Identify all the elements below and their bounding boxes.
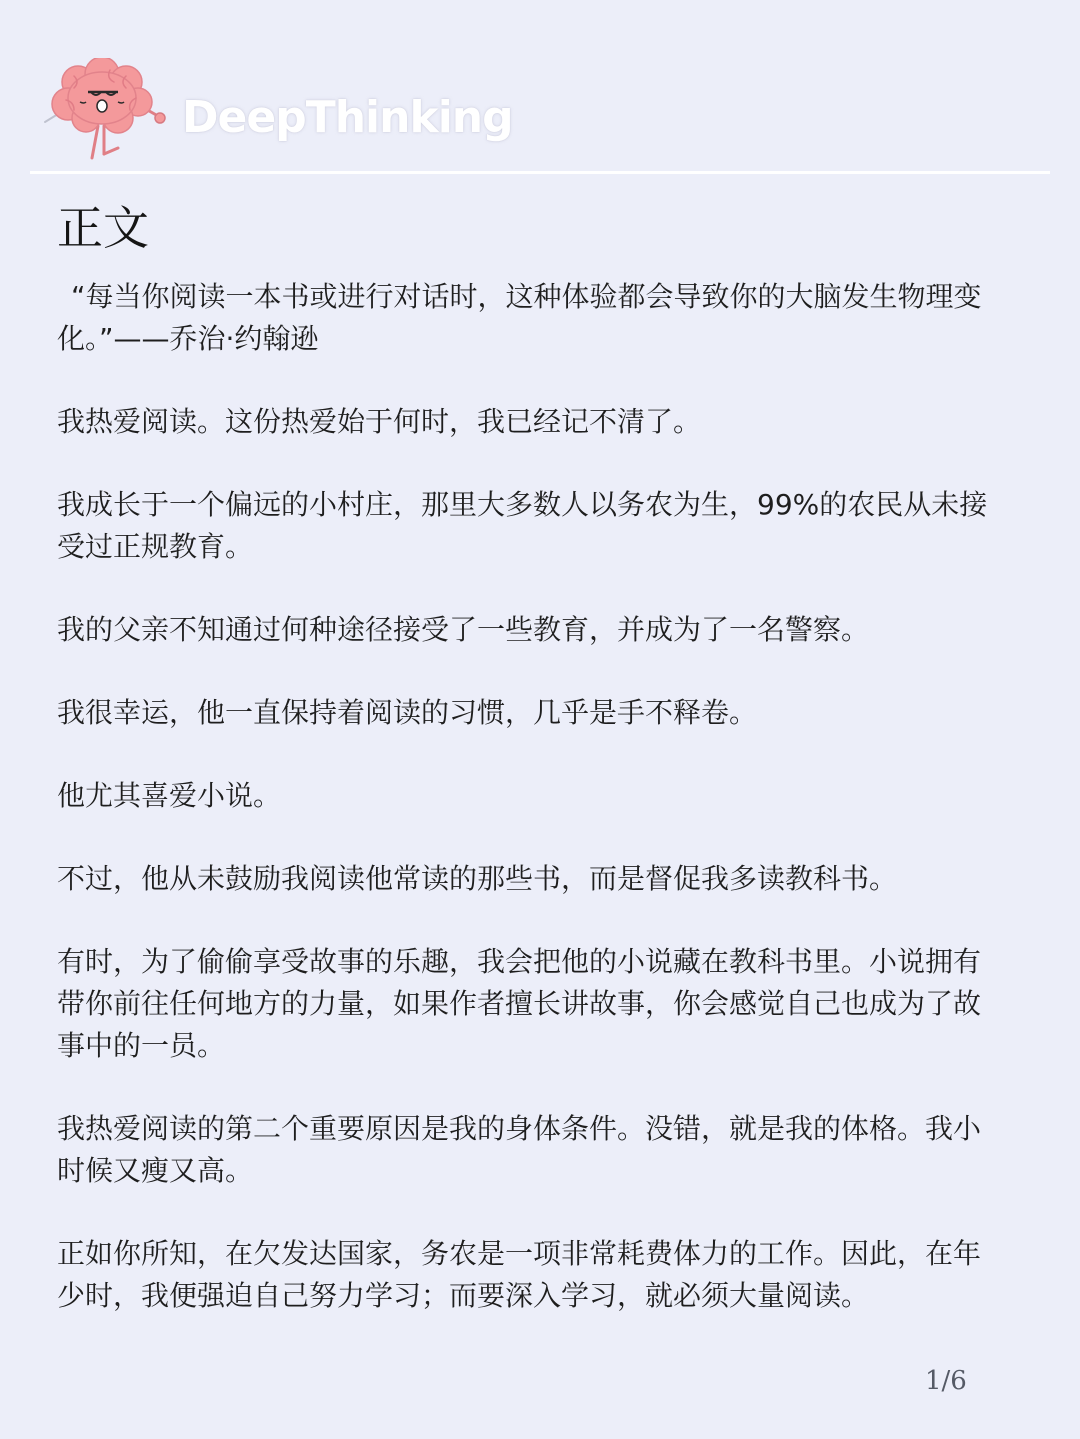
paragraph: 我成长于一个偏远的小村庄，那里大多数人以务农为生，99%的农民从未接受过正规教育。: [57, 488, 988, 563]
article-body: [57, 276, 997, 1358]
paragraph: 我热爱阅读。这份热爱始于何时，我已经记不清了。: [57, 405, 702, 438]
paragraph: 正如你所知，在欠发达国家，务农是一项非常耗费体力的工作。因此，在年少时，我便强迫自己努力学习；而要深入学习，就必须大量阅读。: [57, 1237, 982, 1312]
header-divider: [30, 171, 1050, 174]
brand-name: DeepThinking: [182, 92, 513, 143]
brain-mascot-icon: [40, 58, 170, 166]
paragraph: 他尤其喜爱小说。: [57, 779, 282, 812]
paragraph: 我的父亲不知通过何种途径接受了一些教育，并成为了一名警察。: [57, 613, 870, 646]
paragraph: 我很幸运，他一直保持着阅读的习惯，几乎是手不释卷。: [57, 696, 758, 729]
header: [0, 0, 1080, 175]
paragraph: 我热爱阅读的第二个重要原因是我的身体条件。没错，就是我的体格。我小时候又瘦又高。: [57, 1112, 982, 1187]
paragraph: 不过，他从未鼓励我阅读他常读的那些书，而是督促我多读教科书。: [57, 862, 898, 895]
page-indicator: 1/6: [925, 1366, 967, 1396]
paragraph: 有时，为了偷偷享受故事的乐趣，我会把他的小说藏在教科书里。小说拥有带你前往任何地方的力量，如果作者擅长讲故事，你会感觉自己也成为了故事中的一员。: [57, 945, 982, 1062]
section-title: 正文: [57, 201, 149, 255]
quote-paragraph: “每当你阅读一本书或进行对话时，这种体验都会导致你的大脑发生物理变化。”——乔治·约翰逊: [57, 280, 982, 355]
